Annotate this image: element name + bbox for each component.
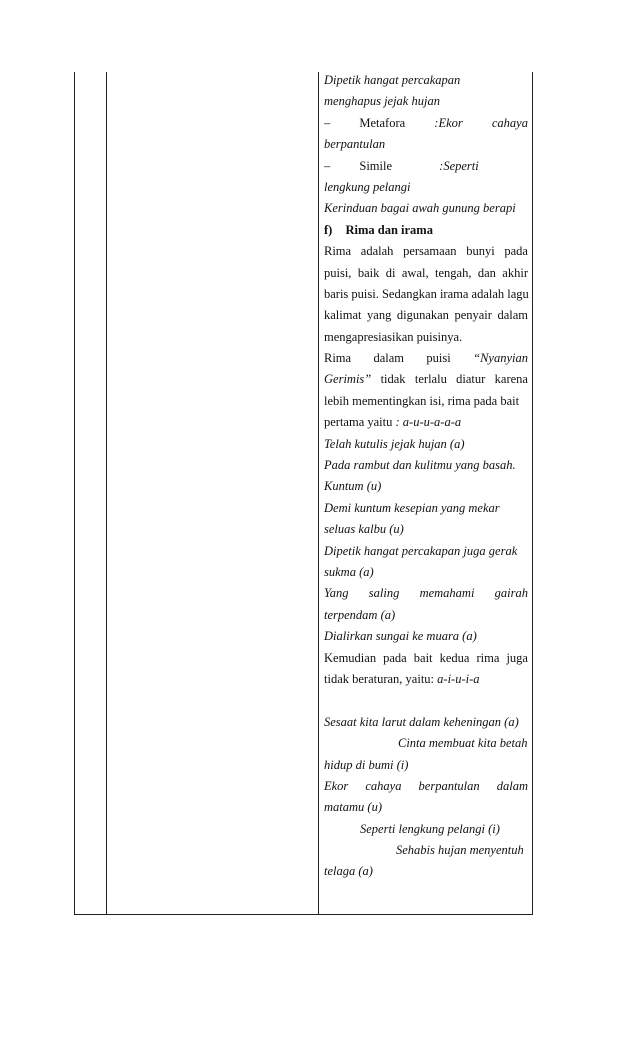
word: puisi, [324, 265, 352, 280]
word: karena [494, 372, 528, 387]
word: akhir [502, 265, 528, 280]
poem-line: Kuntum (u) [324, 479, 382, 494]
word: bait [413, 650, 433, 665]
word: memahami [419, 586, 475, 601]
word: Rima [324, 244, 352, 259]
word: dalam [497, 308, 528, 323]
paragraph-line [324, 648, 528, 669]
table-column-divider-1 [106, 72, 107, 915]
word: persamaan [403, 244, 457, 259]
figure-example: :Seperti [439, 158, 479, 173]
poem-title: “Nyanyian [473, 351, 528, 366]
word: dan [477, 265, 496, 280]
rhyme-pattern: a-i-u-i-a [437, 671, 480, 686]
word: gairah [494, 586, 528, 601]
paragraph-line: lebih mementingkan isi, rima pada bait [324, 393, 520, 408]
word: kedua [439, 650, 470, 665]
poem-line: Dipetik hangat percakapan [324, 73, 461, 87]
word: bunyi [466, 244, 495, 259]
figure-example: cahaya [491, 115, 528, 130]
heading-number: f) [324, 222, 333, 237]
paragraph-line: mengapresiasikan puisinya. [324, 329, 463, 344]
table-bottom-border [74, 914, 533, 915]
word: dalam [373, 351, 405, 366]
word: Yang [324, 586, 349, 601]
word: diatur [456, 372, 486, 387]
word: dalam [496, 778, 528, 793]
word: Ekor [324, 778, 349, 793]
paragraph-line [324, 241, 528, 262]
word: cahaya [365, 778, 402, 793]
word: Rima [324, 351, 352, 366]
word: adalah [360, 244, 394, 259]
word: digunakan [396, 308, 449, 323]
section-heading [324, 220, 528, 241]
figure-item-metafora [324, 113, 528, 134]
word: tidak [380, 372, 406, 387]
poem-line: Telah kutulis jejak hujan (a) [324, 436, 465, 451]
word: rima [476, 650, 500, 665]
poem-line [324, 776, 528, 797]
word: Kemudian [324, 650, 377, 665]
table-left-border [74, 72, 75, 915]
poem-line: Pada rambut dan kulitmu yang basah. [324, 458, 516, 473]
table-right-border [532, 72, 533, 915]
blank-line [324, 690, 528, 711]
word: baik [357, 265, 380, 280]
figure-item-simile [324, 156, 528, 177]
word: yang [367, 308, 392, 323]
paragraph-line [324, 669, 528, 690]
poem-line: Kerinduan bagai awah gunung berapi [324, 201, 516, 216]
poem-line [324, 583, 528, 604]
paragraph-line: baris puisi. Sedangkan irama adalah lagu [324, 286, 529, 301]
word: terlalu [414, 372, 447, 387]
figure-label: Simile [359, 158, 393, 173]
paragraph-line [324, 412, 528, 433]
word: saling [368, 586, 400, 601]
poem-line: Demi kuntum kesepian yang mekar [324, 500, 500, 515]
table-column-divider-2 [318, 72, 319, 915]
word: kalimat [324, 308, 362, 323]
poem-line: Sesaat kita larut dalam keheningan (a) [324, 714, 519, 729]
paragraph-line [324, 263, 528, 284]
word: juga [506, 650, 528, 665]
heading-text: Rima dan irama [345, 222, 433, 237]
paragraph-line [324, 305, 528, 326]
word: di [385, 265, 396, 280]
word: puisi [426, 351, 451, 366]
figure-label: Metafora [359, 115, 406, 130]
word: pada [383, 650, 407, 665]
poem-line: Cinta membuat kita betah [398, 736, 528, 751]
text: pertama yaitu [324, 415, 393, 430]
poem-line: Dialirkan sungai ke muara (a) [324, 629, 477, 644]
poem-line: Dipetik hangat percakapan juga gerak [324, 543, 518, 558]
poem-line: Sehabis hujan menyentuh [396, 843, 524, 858]
word: berpantulan [418, 778, 480, 793]
poem-line: berpantulan [324, 137, 386, 152]
paragraph-line [324, 369, 528, 390]
word: awal, [401, 265, 429, 280]
rhyme-pattern: : a-u-u-a-a-a [395, 415, 462, 430]
poem-line: telaga (a) [324, 864, 373, 879]
word: pada [504, 244, 528, 259]
poem-line: hidup di bumi (i) [324, 757, 409, 772]
dash-bullet: – [324, 158, 331, 173]
poem-line: Seperti lengkung pelangi (i) [360, 821, 500, 836]
poem-line: lengkung pelangi [324, 179, 411, 194]
word: penyair [454, 308, 492, 323]
word: tengah, [435, 265, 472, 280]
poem-line: terpendam (a) [324, 607, 396, 622]
table-content-cell [324, 70, 528, 883]
poem-title: Gerimis” [324, 372, 372, 387]
poem-line: seluas kalbu (u) [324, 522, 404, 537]
poem-line: matamu (u) [324, 800, 382, 815]
poem-line: menghapus jejak hujan [324, 94, 440, 109]
dash-bullet: – [324, 115, 331, 130]
figure-example: :Ekor [434, 115, 463, 130]
text: tidak beraturan, yaitu: [324, 671, 435, 686]
paragraph-line [324, 348, 528, 369]
poem-line: sukma (a) [324, 564, 374, 579]
